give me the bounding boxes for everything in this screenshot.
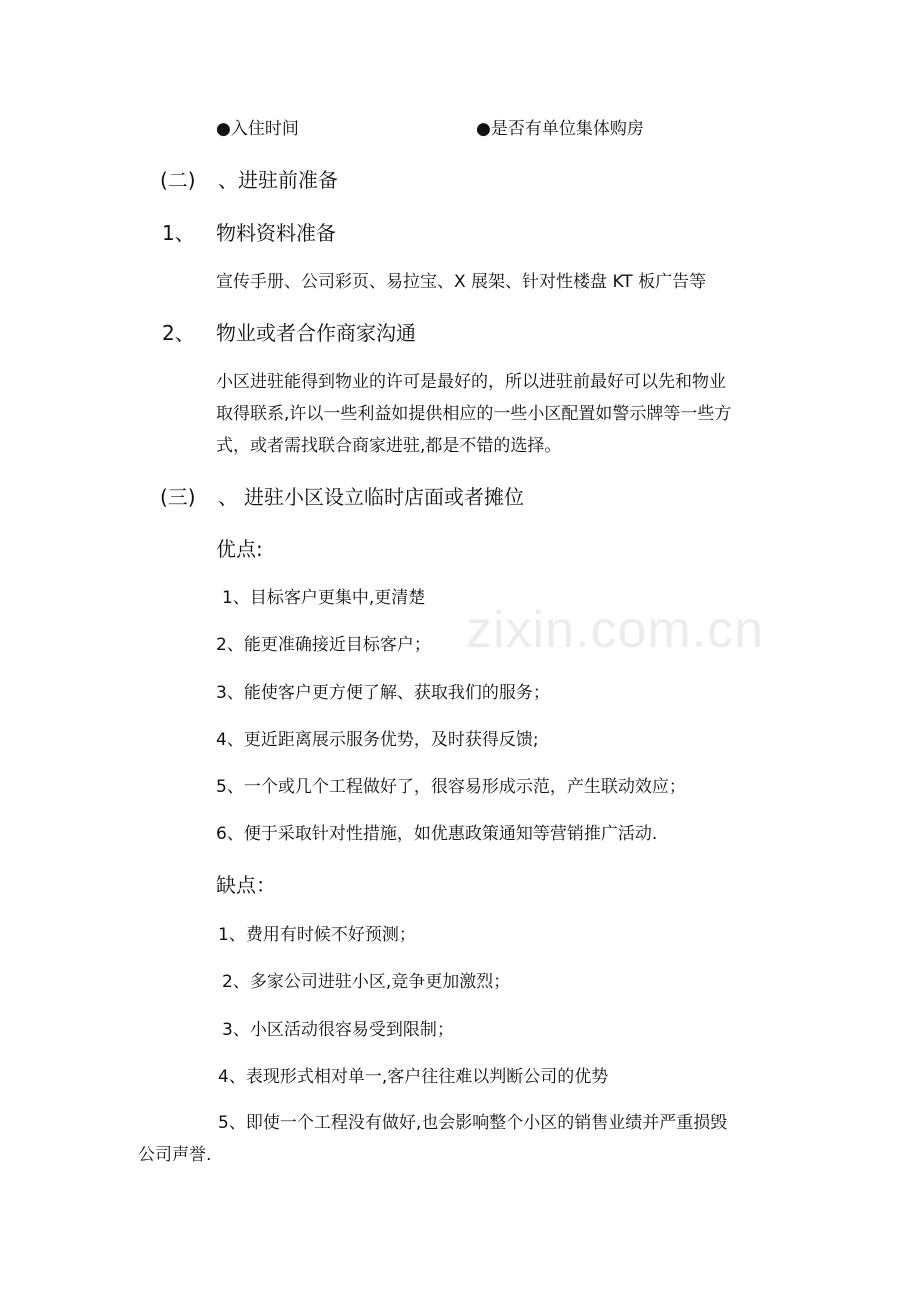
item-2-line-3: 式，或者需找联合商家进驻,都是不错的选择。 <box>216 436 562 456</box>
section-2-number: (二) <box>160 168 196 192</box>
cons-item-4: 4、表现形式相对单一,客户往往难以判断公司的优势 <box>218 1067 609 1087</box>
watermark: zixin.com.cn <box>466 601 765 659</box>
section-3-number: (三) <box>160 485 196 509</box>
pros-item-2: 2、能更准确接近目标客户； <box>216 635 431 655</box>
pros-item-6: 6、便于采取针对性措施，如优惠政策通知等营销推广活动. <box>216 824 658 844</box>
item-1-title: 物料资料准备 <box>216 221 336 245</box>
pros-heading: 优点: <box>216 537 263 561</box>
pros-item-3: 3、能使客户更方便了解、获取我们的服务； <box>216 683 550 703</box>
item-1-number: 1、 <box>162 221 195 245</box>
cons-heading: 缺点： <box>216 873 276 897</box>
item-2-line-1: 小区进驻能得到物业的许可是最好的，所以进驻前最好可以先和物业 <box>216 372 726 392</box>
cons-item-2: 2、多家公司进驻小区,竞争更加激烈； <box>222 972 511 992</box>
pros-item-1: 1、目标客户更集中,更清楚 <box>222 588 426 608</box>
item-2-number: 2、 <box>162 321 195 345</box>
cons-item-1: 1、费用有时候不好预测； <box>218 925 416 945</box>
section-3-separator: 、 <box>218 485 238 509</box>
section-3-title: 进驻小区设立临时店面或者摊位 <box>244 485 524 509</box>
cons-item-5-line-1: 5、即使一个工程没有做好,也会影响整个小区的销售业绩并严重损毁 <box>218 1113 728 1133</box>
pros-item-5: 5、一个或几个工程做好了，很容易形成示范，产生联动效应； <box>216 777 686 797</box>
section-2-title: 、进驻前准备 <box>218 168 338 192</box>
pros-item-4: 4、更近距离展示服务优势，及时获得反馈; <box>216 730 539 750</box>
item-1-text: 宣传手册、公司彩页、易拉宝、X 展架、针对性楼盘 KT 板广告等 <box>216 272 707 292</box>
item-2-line-2: 取得联系,许以一些利益如提供相应的一些小区配置如警示牌等一些方 <box>216 404 732 424</box>
bullet-group-purchase: ●是否有单位集体购房 <box>476 119 644 139</box>
cons-item-3: 3、小区活动很容易受到限制； <box>222 1020 454 1040</box>
bullet-move-in-time: ●入住时间 <box>216 119 299 139</box>
item-2-title: 物业或者合作商家沟通 <box>216 321 416 345</box>
cons-item-5-line-2: 公司声誉. <box>138 1145 212 1165</box>
